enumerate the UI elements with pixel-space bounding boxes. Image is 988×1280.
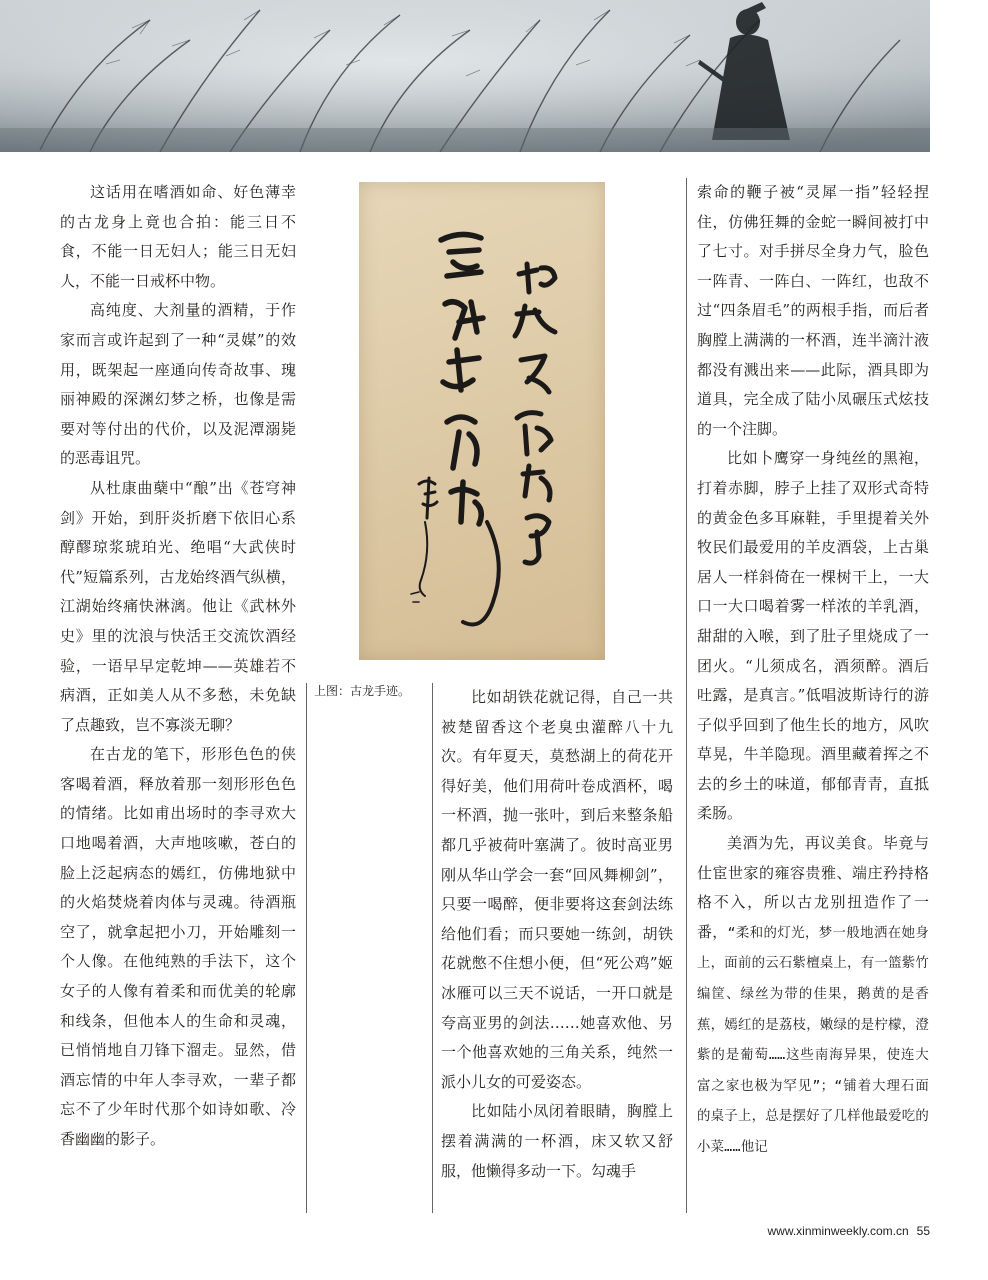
paragraph: 在古龙的笔下，形形色色的侠客喝着酒，释放着那一刻形形色色的情绪。比如甫出场时的李寻欢大口地喝着酒，大声地咳嗽，苍白的脸上泛起病态的嫣红，仿佛地狱中的火焰焚烧着肉体与灵魂。待酒瓶空了，就拿起把小刀，开始雕刻一个人像。在他纯熟的手法下，这个女子的人像有着柔和而优美的轮廓和线条，但他本人的生命和灵魂，已悄悄地自刀锋下溜走。显然，借酒忘情的中年人李寻欢，一辈子都忘不了少年时代那个如诗如歌、冷香幽幽的影子。 — [60, 745, 296, 1148]
paragraph: 比如胡铁花就记得，自己一共被楚留香这个老臭虫灌醉八十九次。有年夏天，莫愁湖上的荷花开得好美，他们用荷叶卷成酒杯，喝一杯酒，抛一张叶，到后来整条船都几乎被荷叶塞满了。彼时高亚男刚从华山学会一套“回风舞柳剑”，只要一喝醉，便非要将这套剑法练给他们看；而只要她一练剑，胡铁花就憋不住想小便，但“死公鸡”姬冰雁可以三天不说话，一开口就是夸高亚男的剑法……她喜欢他、另一个他喜欢她的三角关系，纯然一派小儿女的可爱姿态。 — [441, 688, 673, 1091]
paragraph: 高纯度、大剂量的酒精，于作家而言或许起到了一种“灵媒”的效用，既架起一座通向传奇故事、瑰丽神殿的深渊幻梦之桥，也像是需要对等付出的代价，以及泥潭溺毙的恶毒诅咒。 — [60, 301, 296, 468]
paragraph — [697, 829, 929, 1163]
paragraph-intro: 美酒为先，再议美食。毕竟与仕宦世家的雍容贵雅、端庄矜持格格不入，所以古龙别扭造作了一番， — [697, 834, 929, 941]
paragraph: 比如卜鹰穿一身纯丝的黑袍，打着赤脚，脖子上挂了双形式奇特的黄金色多耳麻鞋，手里提着关外牧民们最爱用的羊皮酒袋，上古巢居人一样斜倚在一棵树干上，一大口一大口喝着雾一样浓的羊乳酒，甜甜的入喉，到了肚子里烧成了一团火。“儿须成名，酒须醉。酒后吐露，是真言。”低唱波斯诗行的游子似乎回到了他生长的地方，风吹草晃，牛羊隐现。酒里藏着挥之不去的乡土的味道，郁郁青青，直抵柔肠。 — [697, 449, 929, 823]
ink-painting-art — [0, 0, 988, 152]
paragraph: 索命的鞭子被“灵犀一指”轻轻捏住，仿佛狂舞的金蛇一瞬间被打中了七寸。对手拼尽全身力气，脸色一阵青、一阵白、一阵红，也敌不过“四条眉毛”的两根手指，而后者胸膛上满满的一杯酒，连半滴汁液都没有溅出来——此际，酒具即为道具，完全成了陆小凤碾压式炫技的一个注脚。 — [697, 183, 929, 438]
paragraph: 从杜康曲蘖中“酿”出《苍穹神剑》开始，到肝炎折磨下依旧心系醇醪琼浆琥珀光、绝唱“大武侠时代”短篇系列，古龙始终酒气纵横，江湖始终痛快淋漓。他让《武林外史》里的沈浪与快活王交流饮酒经验，一语早早定乾坤——英雄若不病酒，正如美人从不多愁，未免缺了点趣致，岂不寡淡无聊？ — [60, 478, 296, 734]
column-divider — [686, 178, 687, 1213]
website-url: www.xinminweekly.com.cn — [767, 1224, 909, 1238]
column-divider — [306, 683, 307, 1213]
column-1 — [60, 178, 296, 1155]
paragraph: 这话用在嗜酒如命、好色薄幸的古龙身上竟也合拍：能三日不食，不能一日无妇人；能三日无妇人，不能一日戒杯中物。 — [60, 183, 296, 290]
calligraphy-brushwork — [359, 182, 605, 660]
banner-margin — [930, 0, 988, 152]
quoted-passage: “柔和的灯光，梦一般地洒在她身上，面前的云石紫檀桌上，有一篮紫竹编筐、绿丝为带的佳果，鹅黄的是香蕉，嫣红的是荔枝，嫩绿的是柠檬，澄紫的是葡萄……这些南海异果，使连大富之家也极为罕见”；“铺着大理石面的桌子上，总是摆好了几样他最爱吃的小菜……他记 — [697, 925, 929, 1155]
guling-calligraphy — [359, 182, 605, 660]
paragraph: 比如陆小凤闭着眼睛，胸膛上摆着满满的一杯酒，床又软又舒服，他懒得多动一下。勾魂手 — [441, 1102, 673, 1180]
ink-painting-banner — [0, 0, 988, 152]
page-number: 55 — [916, 1224, 930, 1238]
image-caption: 上图：古龙手迹。 — [314, 684, 411, 698]
column-3 — [697, 178, 929, 1163]
page-footer — [767, 1224, 930, 1238]
column-2 — [441, 683, 673, 1186]
column-divider — [432, 683, 433, 1213]
